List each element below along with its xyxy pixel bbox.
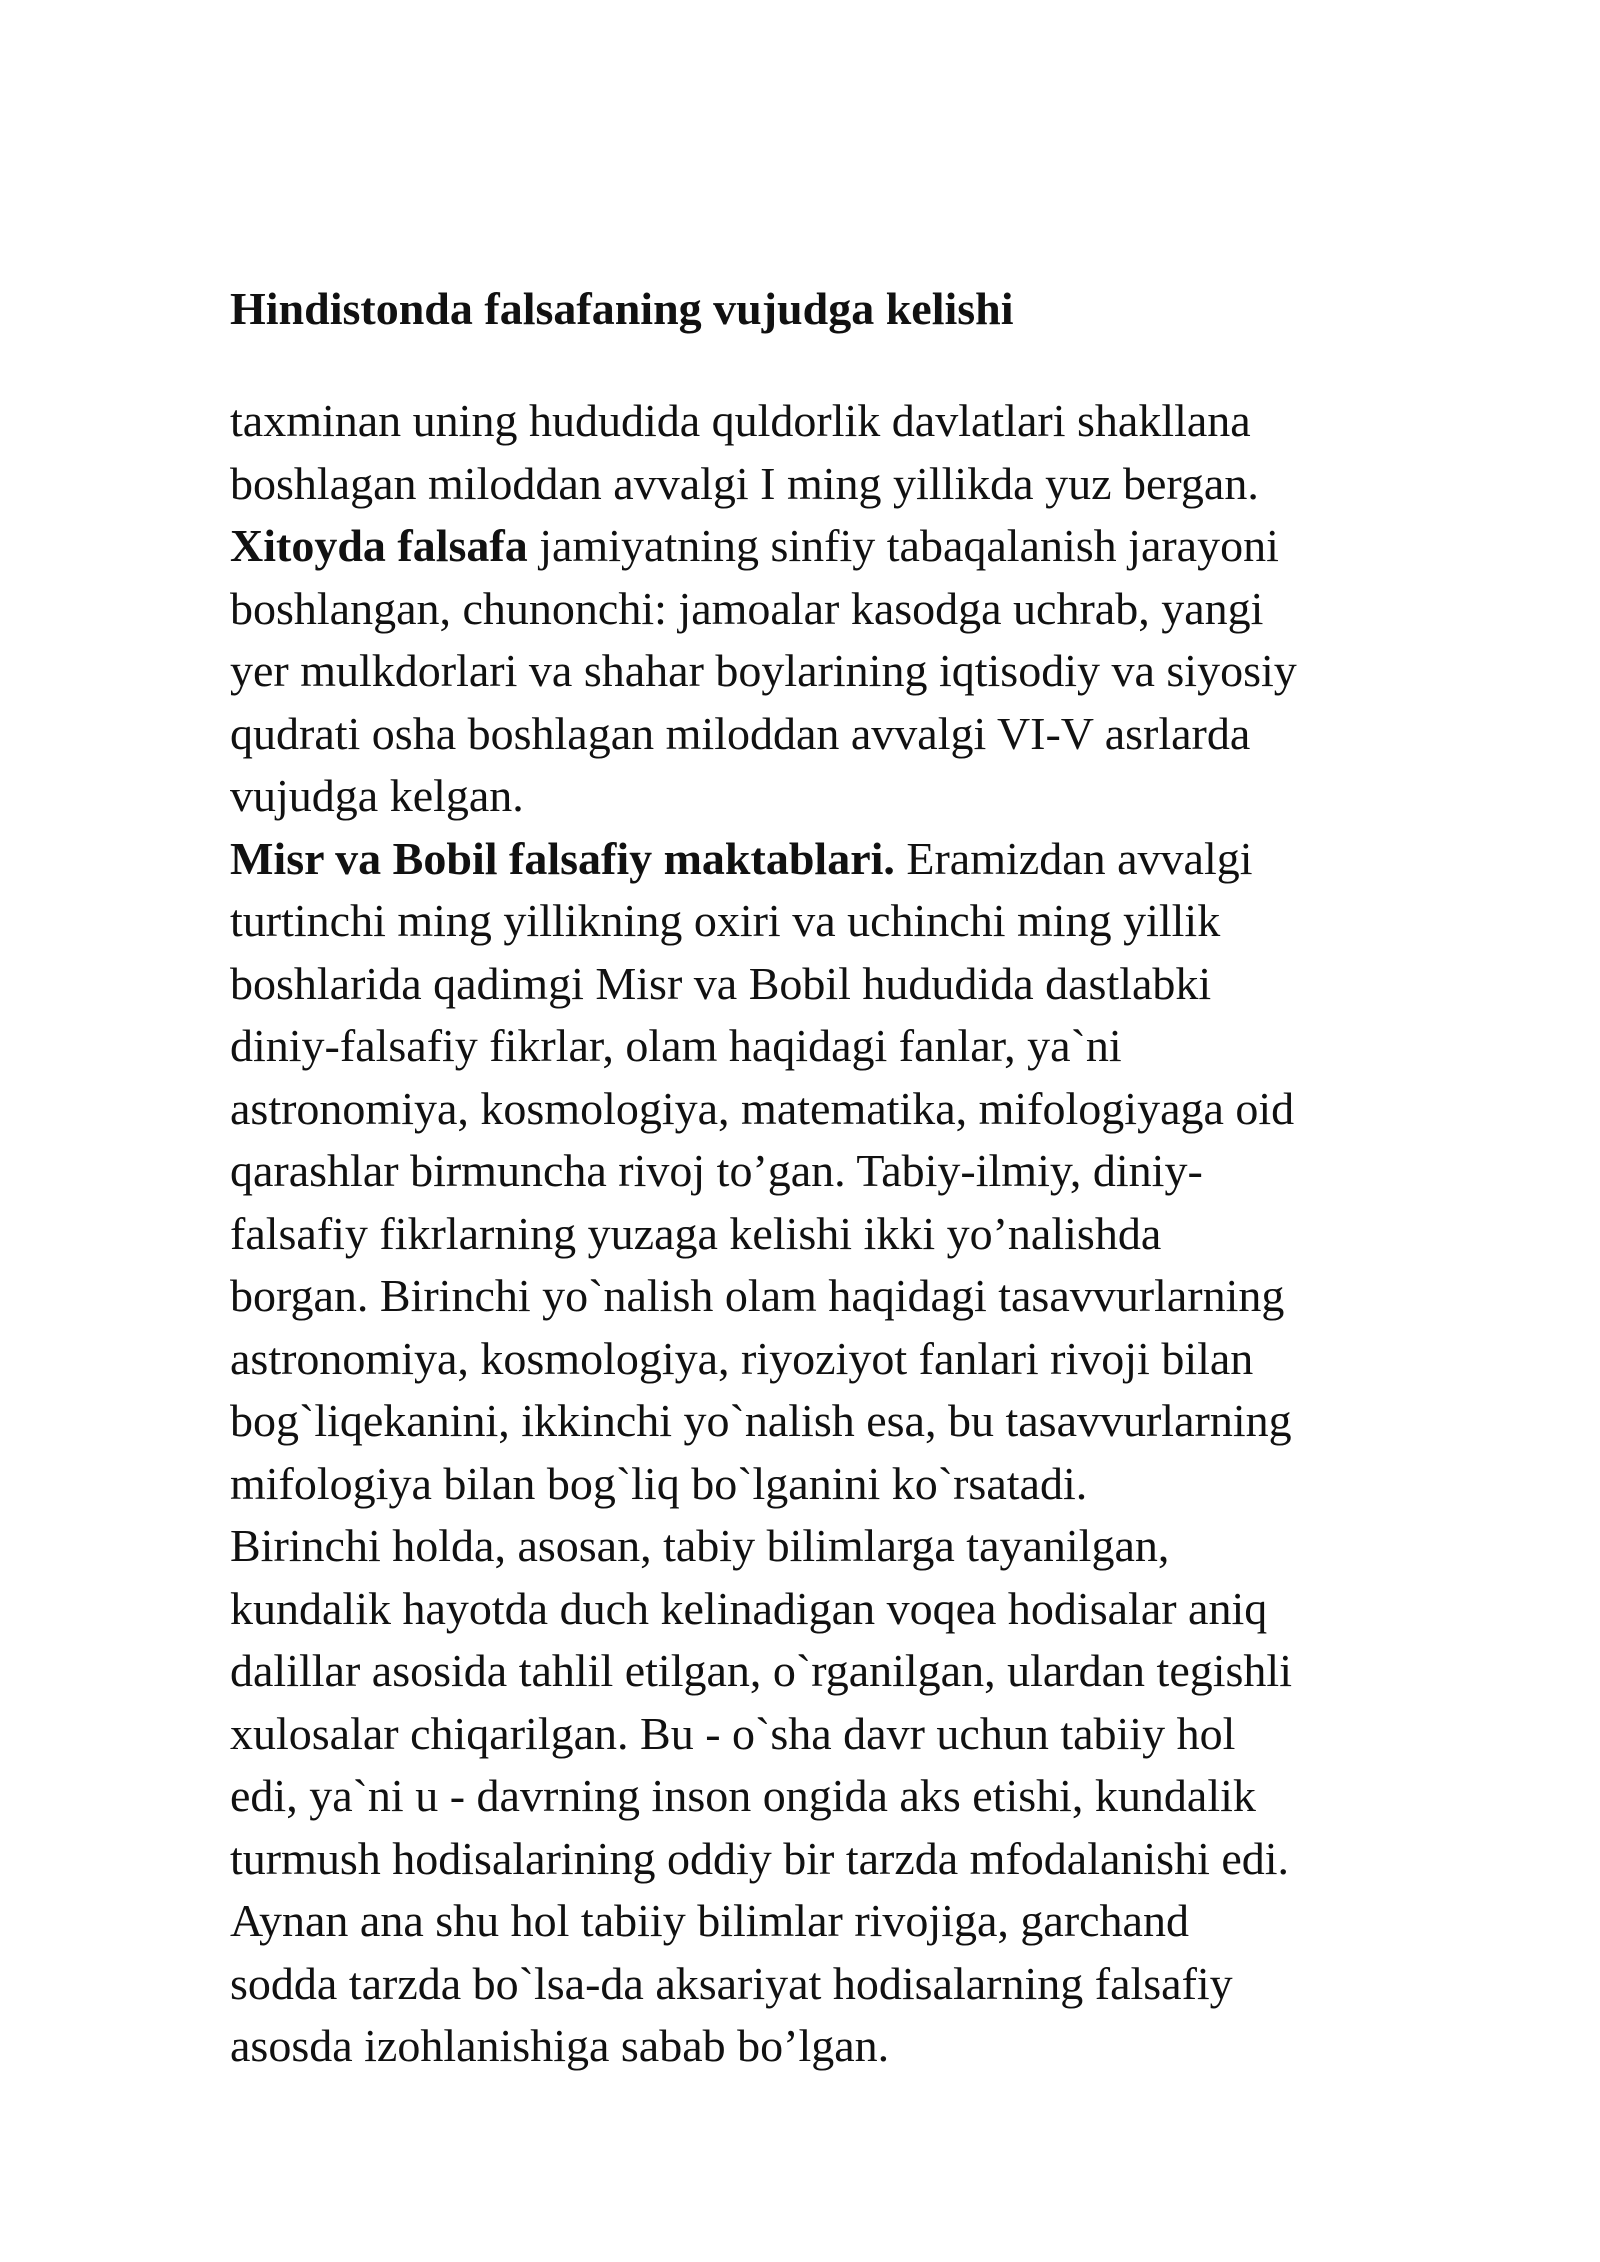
- line-text: qudrati osha boshlagan miloddan avvalgi VI-V asrlarda: [230, 707, 1251, 759]
- text-line: [230, 1890, 1530, 1953]
- text-line: [230, 1390, 1530, 1453]
- text-line: [230, 1765, 1530, 1828]
- document-content: [230, 278, 1530, 2078]
- text-line: [230, 765, 1530, 828]
- text-line: [230, 1703, 1530, 1766]
- text-line: [230, 703, 1530, 766]
- line-text: boshlangan, chunonchi: jamoalar kasodga uchrab, yangi: [230, 582, 1264, 634]
- line-text: turmush hodisalarining oddiy bir tarzda mfodalanishi edi.: [230, 1832, 1290, 1884]
- line-text: falsafiy fikrlarning yuzaga kelishi ikki yo’nalishda: [230, 1207, 1162, 1259]
- bold-heading-text: Misr va Bobil falsafiy maktablari.: [230, 832, 895, 884]
- line-text: bog`liqekanini, ikkinchi yo`nalish esa, bu tasavvurlarning: [230, 1395, 1292, 1446]
- line-text: mifologiya bilan bog`liq bo`lganini ko`rsatadi.: [230, 1457, 1088, 1509]
- line-text: edi, ya`ni u - davrning inson ongida aks etishi, kundalik: [230, 1770, 1256, 1821]
- document-title: Hindistonda falsafaning vujudga kelishi: [230, 283, 1014, 334]
- line-text: Birinchi holda, asosan, tabiy bilimlarga tayanilgan,: [230, 1520, 1170, 1571]
- line-text: boshlagan miloddan avvalgi I ming yillikda yuz bergan.: [230, 457, 1259, 509]
- line-text: astronomiya, kosmologiya, matematika, mifologiyaga oid: [230, 1082, 1295, 1134]
- line-text: sodda tarzda bo`lsa-da aksariyat hodisalarning falsafiy: [230, 1957, 1233, 2009]
- text-line: [230, 890, 1530, 953]
- text-line: [230, 1015, 1530, 1078]
- line-text: turtinchi ming yillikning oxiri va uchinchi ming yillik: [230, 895, 1221, 946]
- text-line: [230, 1140, 1530, 1203]
- line-text: taxminan uning hududida quldorlik davlatlari shakllana: [230, 395, 1251, 446]
- line-text: yer mulkdorlari va shahar boylarining iqtisodiy va siyosiy: [230, 645, 1297, 696]
- text-line: [230, 1578, 1530, 1641]
- text-line: [230, 1640, 1530, 1703]
- line-text: asosda izohlanishiga sabab bo’lgan.: [230, 2020, 890, 2071]
- text-line: [230, 953, 1530, 1016]
- text-line: [230, 1953, 1530, 2016]
- line-text: astronomiya, kosmologiya, riyoziyot fanlari rivoji bilan: [230, 1332, 1254, 1384]
- text-line: [230, 1515, 1530, 1578]
- line-text: dalillar asosida tahlil etilgan, o`rganilgan, ulardan tegishli: [230, 1645, 1292, 1696]
- line-text: diniy-falsafiy fikrlar, olam haqidagi fanlar, ya`ni: [230, 1020, 1122, 1071]
- line-text: boshlarida qadimgi Misr va Bobil hududida dastlabki: [230, 957, 1212, 1009]
- text-line: [230, 453, 1530, 516]
- text-line: [230, 1203, 1530, 1266]
- line-text: Aynan ana shu hol tabiiy bilimlar rivojiga, garchand: [230, 1895, 1189, 1946]
- text-line: [230, 1078, 1530, 1141]
- document-body: [230, 390, 1530, 2078]
- text-line: [230, 828, 1530, 891]
- bold-heading-text: Xitoyda falsafa: [230, 520, 528, 571]
- line-text: jamiyatning sinfiy tabaqalanish jarayoni: [527, 520, 1279, 571]
- line-text: Eramizdan avvalgi: [894, 832, 1253, 884]
- text-line: [230, 1453, 1530, 1516]
- line-text: kundalik hayotda duch kelinadigan voqea hodisalar aniq: [230, 1582, 1268, 1634]
- text-line: [230, 578, 1530, 641]
- text-line: [230, 640, 1530, 703]
- text-line: [230, 1828, 1530, 1891]
- text-line: [230, 515, 1530, 578]
- text-line: [230, 2015, 1530, 2078]
- text-line: [230, 1328, 1530, 1391]
- line-text: qarashlar birmuncha rivoj to’gan. Tabiy-ilmiy, diniy-: [230, 1145, 1203, 1196]
- line-text: xulosalar chiqarilgan. Bu - o`sha davr uchun tabiiy hol: [230, 1707, 1236, 1759]
- line-text: borgan. Birinchi yo`nalish olam haqidagi tasavvurlarning: [230, 1270, 1285, 1321]
- text-line: [230, 1265, 1530, 1328]
- line-text: vujudga kelgan.: [230, 770, 524, 821]
- text-line: [230, 390, 1530, 453]
